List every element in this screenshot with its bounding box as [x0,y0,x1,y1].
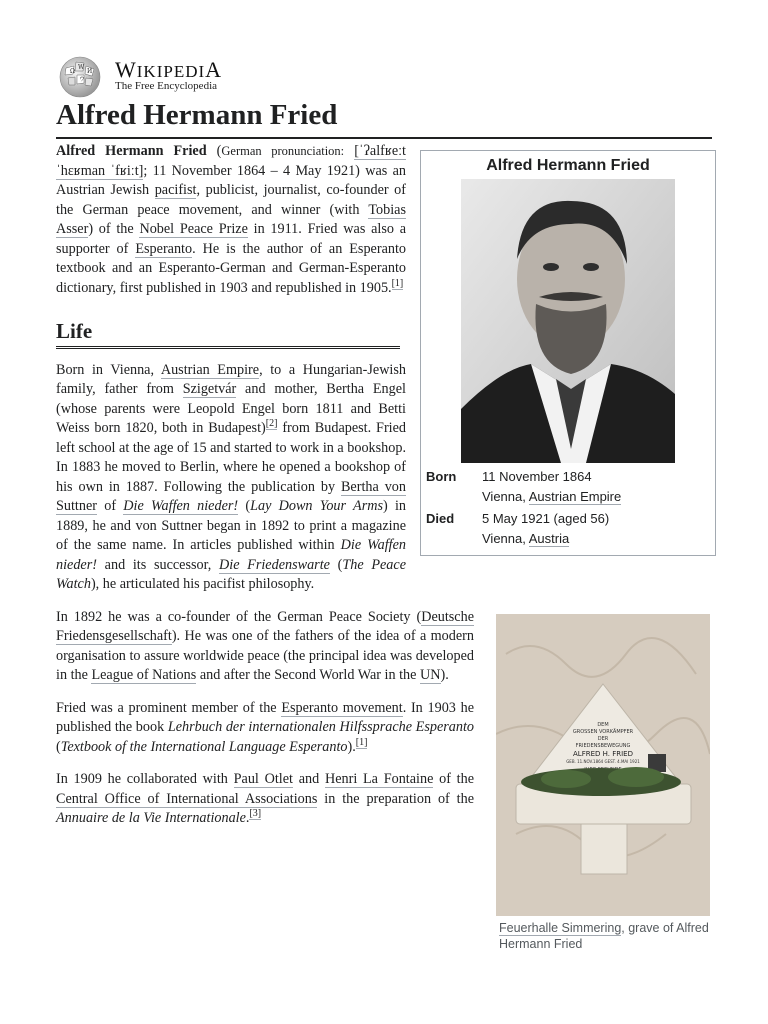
feuerhalle-simmering-link[interactable]: Feuerhalle Simmering [499,920,622,935]
article-body [56,142,716,958]
austrian-empire-link-2[interactable]: Austrian Empire [160,361,260,378]
reference-1[interactable]: [1] [391,277,404,289]
died-place: Vienna, Austria [482,531,570,546]
infobox-died-row [426,509,710,549]
svg-text:W: W [78,64,85,71]
die-waffen-nieder-link[interactable]: Die Waffen nieder! [123,498,239,514]
esperanto-link[interactable]: Esperanto [135,240,193,257]
born-label: Born [426,469,457,484]
austria-link[interactable]: Austria [528,531,570,546]
svg-text:Ω: Ω [70,68,75,75]
henri-la-fontaine-link[interactable]: Henri La Fontaine [324,771,434,787]
grave-photo[interactable] [496,614,710,916]
bertha-von-suttner-link[interactable]: Bertha von Suttner [56,478,406,514]
plaque-line-6: GEB. 11.NOV.1864 GEST. 4.MAI 1921 [566,758,640,764]
plaque-line-4: FRIEDENSBEWEGUNG [575,742,631,749]
league-of-nations-link[interactable]: League of Nations [91,667,197,683]
grave-figure [496,614,712,952]
born-date: 11 November 1864 [482,469,592,484]
reference-1b[interactable]: [1] [355,736,368,748]
intro-paragraph: Alfred Hermann Fried (German pronunciation: [ˈʔalfʁeːt ˈhɛʁman ˈfʁiːt]; 11 November 1864 – 4 May 1921) was an Austrian Jewish pacifist, publicist, journalist, co-founder of the German peace movement, and winner (with Tobias Asser) of the Nobel Peace Prize in 1911. Fried was also a supporter of Esperanto. He is the author of an Esperanto textbook and an Esperanto-German and German-Esperanto dictionary, first published in 1903 and republished in 1905.[1] [56,143,407,296]
born-place: Vienna, Austrian Empire [482,489,622,504]
wikipedia-tagline: The Free Encyclopedia [115,80,218,92]
plaque-line-3: DER [597,735,609,742]
wikipedia-globe-logo[interactable] [56,54,104,98]
austrian-empire-link[interactable]: Austrian Empire [528,489,622,504]
reference-3[interactable]: [3] [249,808,262,820]
life-paragraph-1: Born in Vienna, Austrian Empire, to a Hungarian-Jewish family, father from Szigetvár and mother, Bertha Engel (whose parents were Leopold Engel born 1811 and Betti Weiss born 1820, both in Budapest)[2] from Budapest. Fried left school at the age of 15 and started to work in a bookshop. In 1883 he moved to Berlin, where he opened a bookshop of his own in 1887. Following the publication by Bertha von Suttner of Die Waffen nieder! (Lay Down Your Arms) in 1889, he and von Suttner began in 1892 to print a magazine of the same name. In articles published within Die Waffen nieder! and its successor, Die Friedenswarte (The Peace Watch), he articulated his pacifist philosophy. [56,361,407,592]
pronunciation-label: German pronunciation: [221,144,345,158]
pacifist-link[interactable]: pacifist [154,182,197,198]
infobox [420,150,716,556]
section-heading-life: Life [56,322,400,349]
portrait-photo[interactable] [461,179,675,463]
grave-caption: Feuerhalle Simmering, grave of Alfred Hermann Fried [499,920,709,951]
svg-text:ウ: ウ [79,76,86,83]
central-office-link[interactable]: Central Office of International Associations [56,790,318,807]
died-label: Died [426,511,455,526]
nobel-peace-prize-link[interactable]: Nobel Peace Prize [139,221,248,237]
subject-name: Alfred Hermann Fried [56,143,207,159]
born-value [482,467,710,507]
szigetvar-link[interactable]: Szigetvár [182,381,237,397]
deutsche-friedensgesellschaft-link[interactable]: Deutsche Friedensgesellschaft [56,608,474,644]
died-date: 5 May 1921 (aged 56) [482,511,610,526]
life-paragraph-3: Fried was a prominent member of the Esperanto movement. In 1903 he published the book Lehrbuch der internationalen Hilfssprache Esperanto (Textbook of the International Language Esperanto).[1] [56,699,474,755]
tobias-asser-link[interactable]: Tobias Asser [56,201,406,237]
infobox-title: Alfred Hermann Fried [486,157,650,174]
plaque-line-1: DEM [597,721,609,728]
die-friedenswarte-link[interactable]: Die Friedenswarte [219,556,330,573]
died-value [482,509,710,549]
plaque-line-5: ALFRED H. FRIED [573,749,633,758]
life-paragraph-4: In 1909 he collaborated with Paul Otlet and Henri La Fontaine of the Central Office of International Associations in the preparation of the Annuaire de la Vie Internationale.[3] [56,771,475,826]
life-paragraph-2: In 1892 he was a co-founder of the German Peace Society (Deutsche Friedensgesellschaft). He was one of the fathers of the idea of a modern organisation to assure worldwide peace (the principal idea was developed in the League of Nations and after the Second World War in the UN). [56,608,474,683]
plaque-line-2: GROSSEN VORKÄMPFER [572,728,634,735]
esperanto-movement-link[interactable]: Esperanto movement [281,699,403,716]
ipa-pronunciation-link[interactable]: [ˈʔalfʁeːt ˈhɛʁman ˈfʁiːt] [56,143,406,179]
wikipedia-header [56,54,716,98]
page-title: Alfred Hermann Fried [56,96,712,139]
svg-text:И: И [87,68,93,75]
wikipedia-wordmark[interactable]: WIKIPEDIA [115,57,223,82]
paul-otlet-link[interactable]: Paul Otlet [233,771,293,787]
un-link[interactable]: UN [420,667,441,683]
reference-2[interactable]: [2] [265,418,278,430]
infobox-born-row [426,467,710,507]
